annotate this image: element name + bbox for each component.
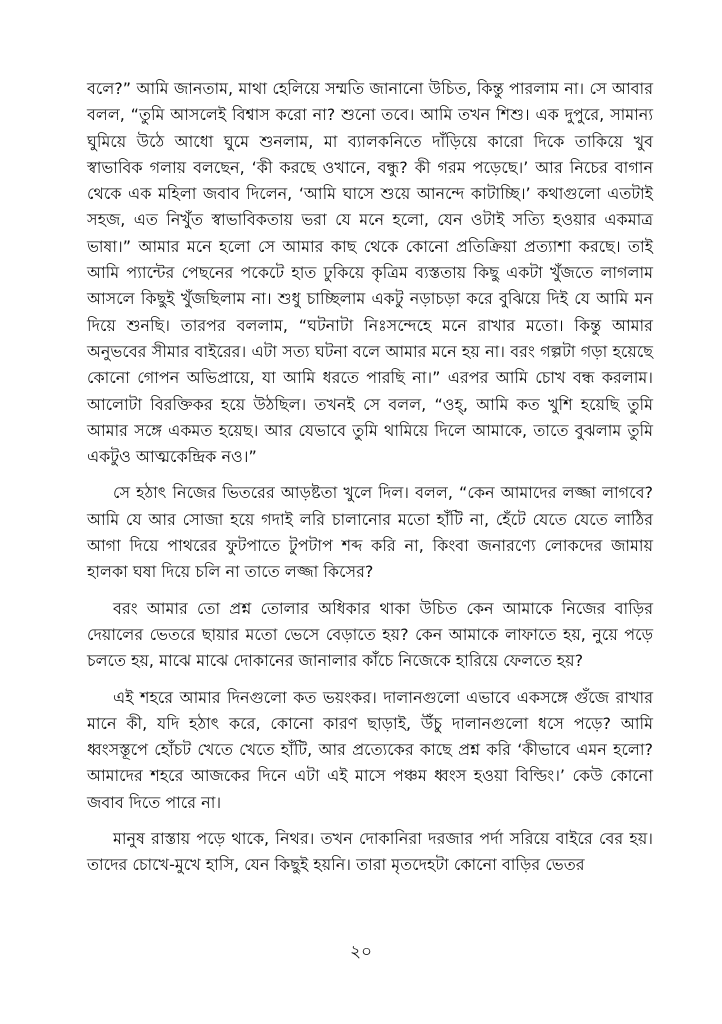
paragraph: বরং আমার তো প্রশ্ন তোলার অধিকার থাকা উচিত কেন আমাকে নিজের বাড়ির দেয়ালের ভেতরে ছায়ার মতো ভেসে বেড়াতে হয়? কেন আমাকে লাফাতে হয়, নুয়ে পড়ে চলতে হয়, মাঝে মাঝে দোকানের জানালার কাঁচে নিজেকে হারিয়ে ফেলতে হয়? (87, 598, 653, 671)
paragraph: সে হঠাৎ নিজের ভিতরের আড়ষ্টতা খুলে দিল। বলল, “কেন আমাদের লজ্জা লাগবে? আমি যে আর সোজা হয়ে গদাই লরি চালানোর মতো হাঁটি না, হেঁটে যেতে যেতে লাঠির আগা দিয়ে পাথরের ফুটপাতে টুপটাপ শব্দ করি না, কিংবা জনারণ্যে লোকদের জামায় হালকা ঘষা দিয়ে চলি না তাতে লজ্জা কিসের? (87, 483, 653, 582)
paragraph: বলে?” আমি জানতাম, মাথা হেলিয়ে সম্মতি জানানো উচিত, কিন্তু পারলাম না। সে আবার বলল, “তুমি আসলেই বিশ্বাস করো না? শুনো তবে। আমি তখন শিশু। এক দুপুরে, সামান্য ঘুমিয়ে উঠে আধো ঘুমে শুনলাম, মা ব্যালকনিতে দাঁড়িয়ে কারো দিকে তাকিয়ে খুব স্বাভাবিক গলায় বলছেন, ‘কী করছে ওখানে, বন্ধু? কী গরম পড়েছে।’ আর নিচের বাগান থেকে এক মহিলা জবাব দিলেন, ‘আমি ঘাসে শুয়ে আনন্দে কাটাচ্ছি।’ কথাগুলো এতটাই সহজ, এত নিখুঁত স্বাভাবিকতায় ভরা যে মনে হলো, যেন ওটাই সত্যি হওয়ার একমাত্র ভাষা।” আমার মনে হলো সে আমার কাছ থেকে কোনো প্রতিক্রিয়া প্রত্যাশা করছে। তাই আমি প্যান্টের পেছনের পকেটে হাত ঢুকিয়ে কৃত্রিম ব্যস্ততায় কিছু একটা খুঁজতে লাগলাম আসলে কিছুই খুঁজছিলাম না। শুধু চাচ্ছিলাম একটু নড়াচড়া করে বুঝিয়ে দিই যে আমি মন দিয়ে শুনছি। তারপর বললাম, “ঘটনাটা নিঃসন্দেহে মনে রাখার মতো। কিন্তু আমার অনুভবের সীমার বাইরের। এটা সত্য ঘটনা বলে আমার মনে হয় না। বরং গল্পটা গড়া হয়েছে কোনো গোপন অভিপ্রায়ে, যা আমি ধরতে পারছি না।” এরপর আমি চোখ বন্ধ করলাম। আলোটা বিরক্তিকর হয়ে উঠছিল। তখনই সে বলল, “ওহ্, আমি কত খুশি হয়েছি তুমি আমার সঙ্গে একমত হয়েছ। আর যেভাবে তুমি থামিয়ে দিলে আমাকে, তাতে বুঝলাম তুমি একটুও আত্মকেন্দ্রিক নও।” (87, 79, 653, 467)
paragraph: মানুষ রাস্তায় পড়ে থাকে, নিথর। তখন দোকানিরা দরজার পর্দা সরিয়ে বাইরে বের হয়। তাদের চোখে-মুখে হাসি, যেন কিছুই হয়নি। তারা মৃতদেহটা কোনো বাড়ির ভেতর (87, 829, 653, 875)
paragraph: এই শহরে আমার দিনগুলো কত ভয়ংকর। দালানগুলো এভাবে একসঙ্গে গুঁজে রাখার মানে কী, যদি হঠাৎ করে, কোনো কারণ ছাড়াই, উঁচু দালানগুলো ধসে পড়ে? আমি ধ্বংসস্তূপে হোঁচট খেতে খেতে হাঁটি, আর প্রত্যেকের কাছে প্রশ্ন করি ‘কীভাবে এমন হলো? আমাদের শহরে আজকের দিনে এটা এই মাসে পঞ্চম ধ্বংস হওয়া বিল্ডিং।’ কেউ কোনো জবাব দিতে পারে না। (87, 687, 653, 812)
page-number: ২০ (349, 942, 373, 962)
page-body (87, 76, 653, 879)
